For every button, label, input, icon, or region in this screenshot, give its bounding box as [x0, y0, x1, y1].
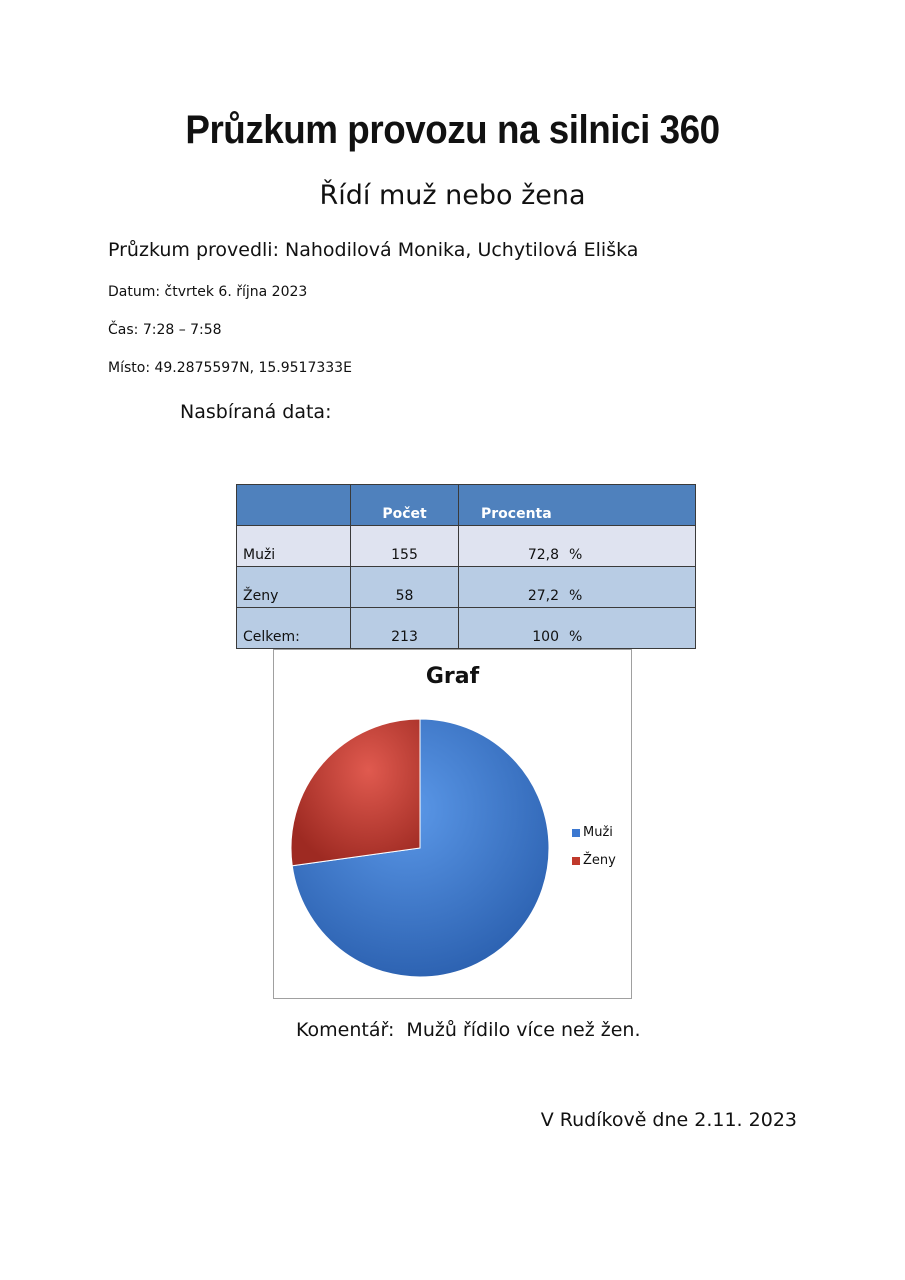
row-label: Muži	[237, 526, 351, 567]
document-subtitle: Řídí muž nebo žena	[319, 180, 586, 211]
collected-data-label: Nasbíraná data:	[180, 401, 332, 423]
table-row	[237, 526, 696, 567]
table-header-empty	[237, 485, 351, 526]
table-header-row	[237, 485, 696, 526]
table-row	[237, 567, 696, 608]
authors-line: Průzkum provedli: Nahodilová Monika, Uchytilová Eliška	[108, 239, 639, 261]
row-unit: %	[569, 629, 583, 645]
legend-swatch-muzi	[572, 829, 580, 837]
place-line: Místo: 49.2875597N, 15.9517333E	[108, 360, 352, 376]
row-count: 155	[351, 526, 459, 567]
row-percent-cell	[459, 567, 696, 608]
data-table	[236, 484, 696, 649]
row-unit: %	[569, 547, 583, 563]
date-line: Datum: čtvrtek 6. října 2023	[108, 284, 308, 300]
table-row	[237, 608, 696, 649]
row-count: 58	[351, 567, 459, 608]
row-percent-cell	[459, 526, 696, 567]
legend-item-zeny	[572, 853, 616, 868]
row-percent: 27,2	[527, 588, 559, 604]
row-label: Ženy	[237, 567, 351, 608]
legend-label: Ženy	[583, 853, 616, 868]
pie-slice-ženy	[291, 719, 420, 866]
legend-item-muzi	[572, 825, 613, 840]
row-unit: %	[569, 588, 583, 604]
row-percent: 72,8	[527, 547, 559, 563]
time-line: Čas: 7:28 – 7:58	[108, 322, 222, 338]
row-percent-cell	[459, 608, 696, 649]
row-count: 213	[351, 608, 459, 649]
legend-label: Muži	[583, 825, 613, 840]
comment-line: Komentář: Mužů řídilo více než žen.	[296, 1019, 641, 1041]
row-label: Celkem:	[237, 608, 351, 649]
legend-swatch-zeny	[572, 857, 580, 865]
pie-chart-plot	[274, 650, 631, 998]
table-header-percent: Procenta	[459, 485, 696, 526]
row-percent: 100	[532, 629, 559, 645]
table-header-count: Počet	[351, 485, 459, 526]
pie-chart	[273, 649, 632, 999]
signoff-line: V Rudíkově dne 2.11. 2023	[540, 1109, 797, 1131]
chart-title: Graf	[425, 664, 480, 689]
document-title: Průzkum provozu na silnici 360	[185, 108, 720, 152]
